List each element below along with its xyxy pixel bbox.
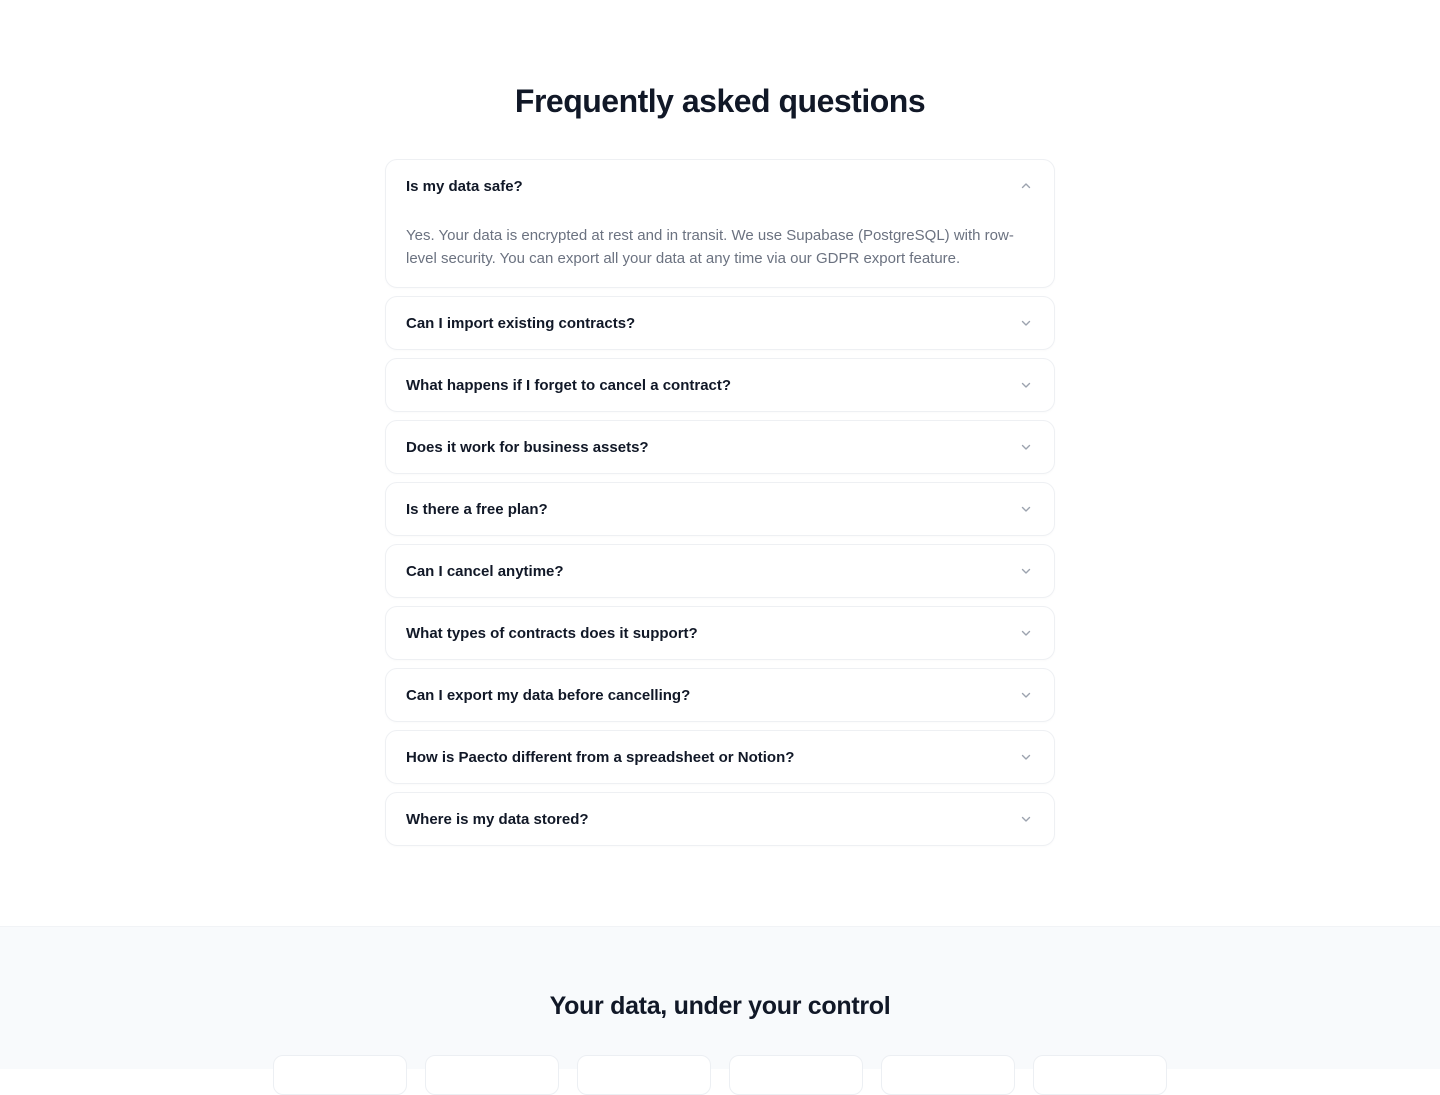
faq-list [385, 159, 1055, 854]
faq-question: Does it work for business assets? [406, 438, 649, 456]
faq-question-button[interactable] [386, 421, 1054, 473]
chevron-down-icon [1020, 565, 1032, 577]
data-control-card [577, 1055, 711, 1095]
faq-question: Is my data safe? [406, 177, 523, 195]
faq-question: How is Paecto different from a spreadsheet or Notion? [406, 748, 795, 766]
faq-question-button[interactable] [386, 545, 1054, 597]
faq-title: Frequently asked questions [514, 83, 926, 119]
chevron-down-icon [1020, 627, 1032, 639]
chevron-down-icon [1020, 441, 1032, 453]
faq-answer: Yes. Your data is encrypted at rest and in transit. We use Supabase (PostgreSQL) with row-level security. You can export all your data at any time via our GDPR export feature. [406, 227, 1014, 267]
faq-item [385, 420, 1055, 474]
faq-question-button[interactable] [386, 297, 1054, 349]
chevron-down-icon [1020, 813, 1032, 825]
faq-question-button[interactable] [386, 793, 1054, 845]
faq-question: Can I cancel anytime? [406, 562, 564, 580]
faq-question-button[interactable] [386, 160, 1054, 212]
faq-question: Is there a free plan? [406, 500, 548, 518]
faq-item [385, 792, 1055, 846]
faq-item [385, 482, 1055, 536]
chevron-down-icon [1020, 503, 1032, 515]
faq-item [385, 296, 1055, 350]
data-control-card [881, 1055, 1015, 1095]
data-control-title: Your data, under your control [549, 992, 891, 1020]
faq-item [385, 358, 1055, 412]
faq-question: Can I import existing contracts? [406, 314, 636, 332]
chevron-down-icon [1020, 317, 1032, 329]
chevron-down-icon [1020, 689, 1032, 701]
faq-item [385, 159, 1055, 288]
data-control-card [425, 1055, 559, 1095]
data-control-card [729, 1055, 863, 1095]
faq-item [385, 606, 1055, 660]
chevron-up-icon [1020, 180, 1032, 192]
faq-question-button[interactable] [386, 607, 1054, 659]
data-control-card [273, 1055, 407, 1095]
faq-question: Can I export my data before cancelling? [406, 686, 691, 704]
faq-question: Where is my data stored? [406, 810, 589, 828]
data-control-section [0, 926, 1440, 1069]
chevron-down-icon [1020, 751, 1032, 763]
faq-question-button[interactable] [386, 731, 1054, 783]
faq-item [385, 668, 1055, 722]
faq-question-button[interactable] [386, 359, 1054, 411]
faq-item [385, 544, 1055, 598]
faq-question-button[interactable] [386, 669, 1054, 721]
chevron-down-icon [1020, 379, 1032, 391]
faq-question: What happens if I forget to cancel a contract? [406, 376, 732, 394]
faq-question-button[interactable] [386, 483, 1054, 535]
faq-item [385, 730, 1055, 784]
data-control-card [1033, 1055, 1167, 1095]
data-control-cards [273, 1055, 1167, 1095]
faq-question: What types of contracts does it support? [406, 624, 698, 642]
